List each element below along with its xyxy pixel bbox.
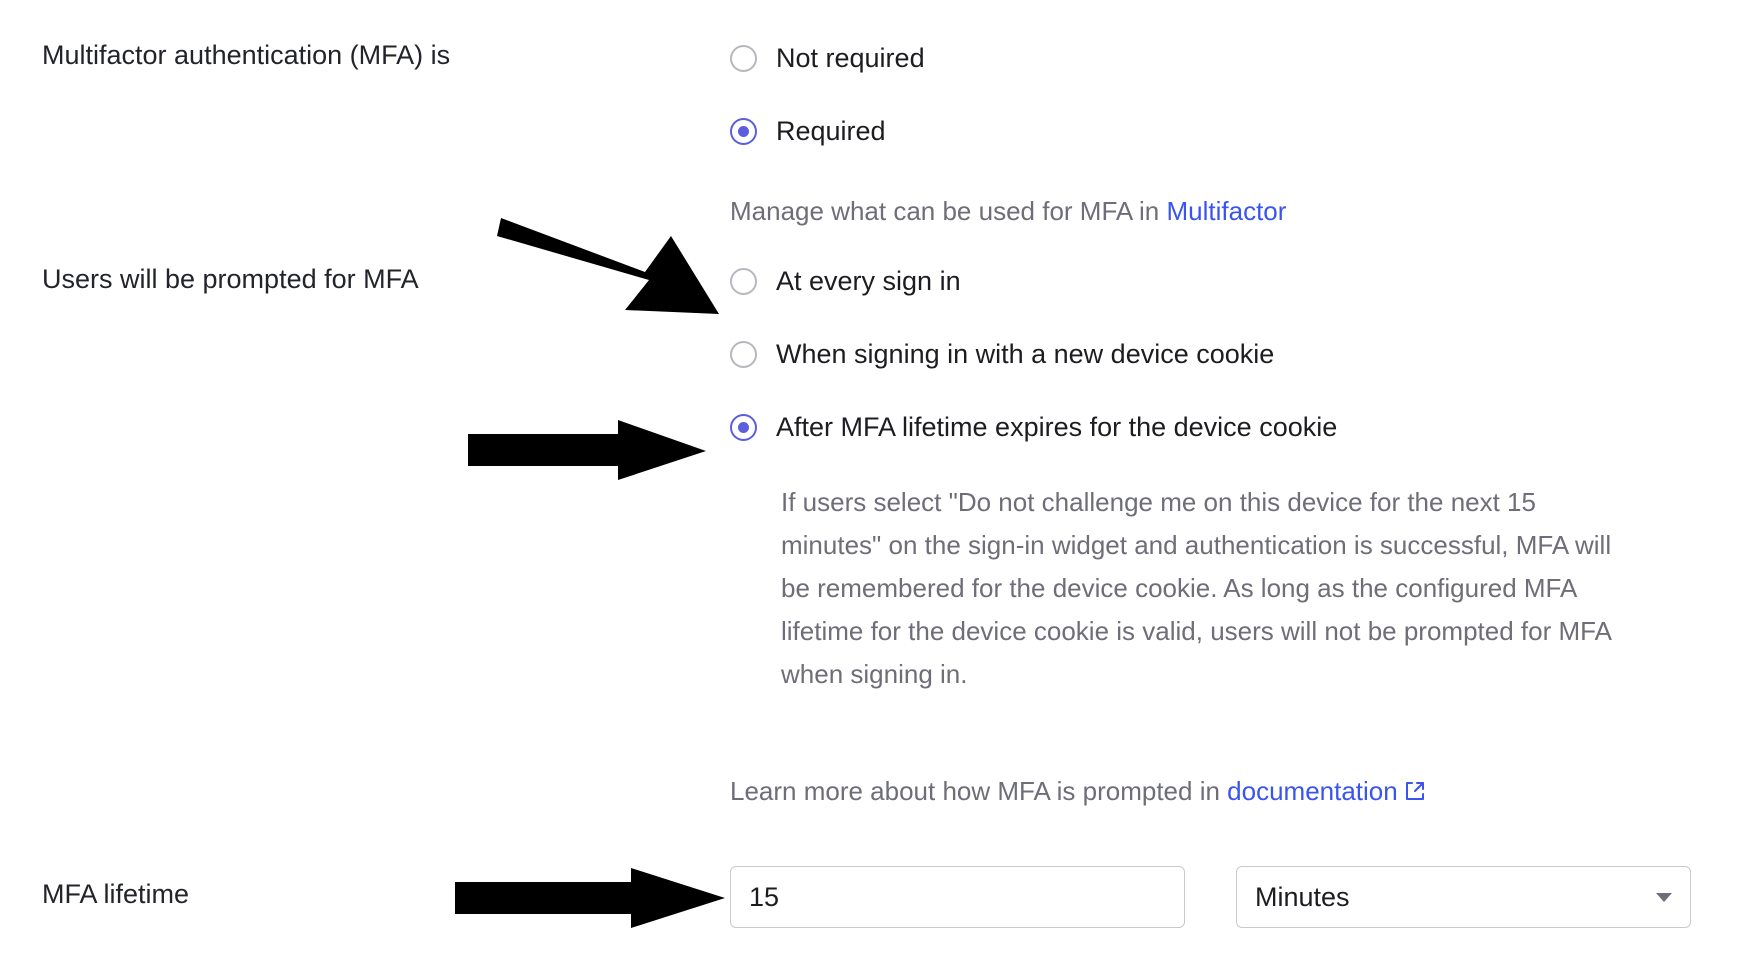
radio-every-sign-in-icon[interactable] — [730, 268, 757, 295]
radio-option-mfa-lifetime-expires[interactable] — [730, 411, 1337, 443]
mfa-status-label: Multifactor authentication (MFA) is — [42, 40, 451, 70]
annotation-arrow-mfa-lifetime-expires — [468, 420, 708, 482]
learn-more-row — [730, 775, 1426, 809]
radio-option-required[interactable] — [730, 115, 886, 147]
mfa-lifetime-description: If users select "Do not challenge me on this device for the next 15 minutes" on the sign-in widget and authentication is successful, MFA will be remembered for the device cookie. As long as the configured MFA lifetime for the device cookie is valid, users will not be prompted for MFA when signing in. — [781, 487, 1612, 689]
multifactor-link[interactable]: Multifactor — [1166, 196, 1287, 226]
radio-option-new-device-cookie[interactable] — [730, 338, 1274, 370]
annotation-arrow-mfa-lifetime-input — [455, 866, 727, 930]
radio-every-sign-in-label: At every sign in — [776, 266, 961, 296]
radio-option-not-required[interactable] — [730, 42, 925, 74]
radio-new-device-cookie-icon[interactable] — [730, 341, 757, 368]
mfa-manage-helper-text: Manage what can be used for MFA in — [730, 196, 1167, 226]
radio-not-required-icon[interactable] — [730, 45, 757, 72]
chevron-down-icon[interactable] — [1656, 893, 1672, 902]
external-link-icon — [1404, 777, 1426, 809]
documentation-link[interactable]: documentation — [1227, 776, 1398, 806]
radio-option-every-sign-in[interactable] — [730, 265, 961, 297]
radio-new-device-cookie-label: When signing in with a new device cookie — [776, 339, 1275, 369]
annotation-arrow-every-sign-in — [495, 210, 725, 320]
mfa-manage-helper — [730, 195, 1286, 227]
radio-required-label: Required — [776, 116, 886, 146]
learn-more-text: Learn more about how MFA is prompted in — [730, 776, 1228, 806]
radio-mfa-lifetime-expires-icon[interactable] — [730, 414, 757, 441]
mfa-lifetime-unit-select[interactable] — [1236, 866, 1691, 928]
radio-not-required-label: Not required — [776, 43, 925, 73]
radio-required-icon[interactable] — [730, 118, 757, 145]
mfa-lifetime-unit-value: Minutes — [1255, 881, 1350, 912]
mfa-prompt-label: Users will be prompted for MFA — [42, 264, 419, 294]
mfa-lifetime-input[interactable] — [730, 866, 1185, 928]
radio-mfa-lifetime-expires-label: After MFA lifetime expires for the device cookie — [776, 412, 1338, 442]
mfa-lifetime-label: MFA lifetime — [42, 879, 190, 909]
